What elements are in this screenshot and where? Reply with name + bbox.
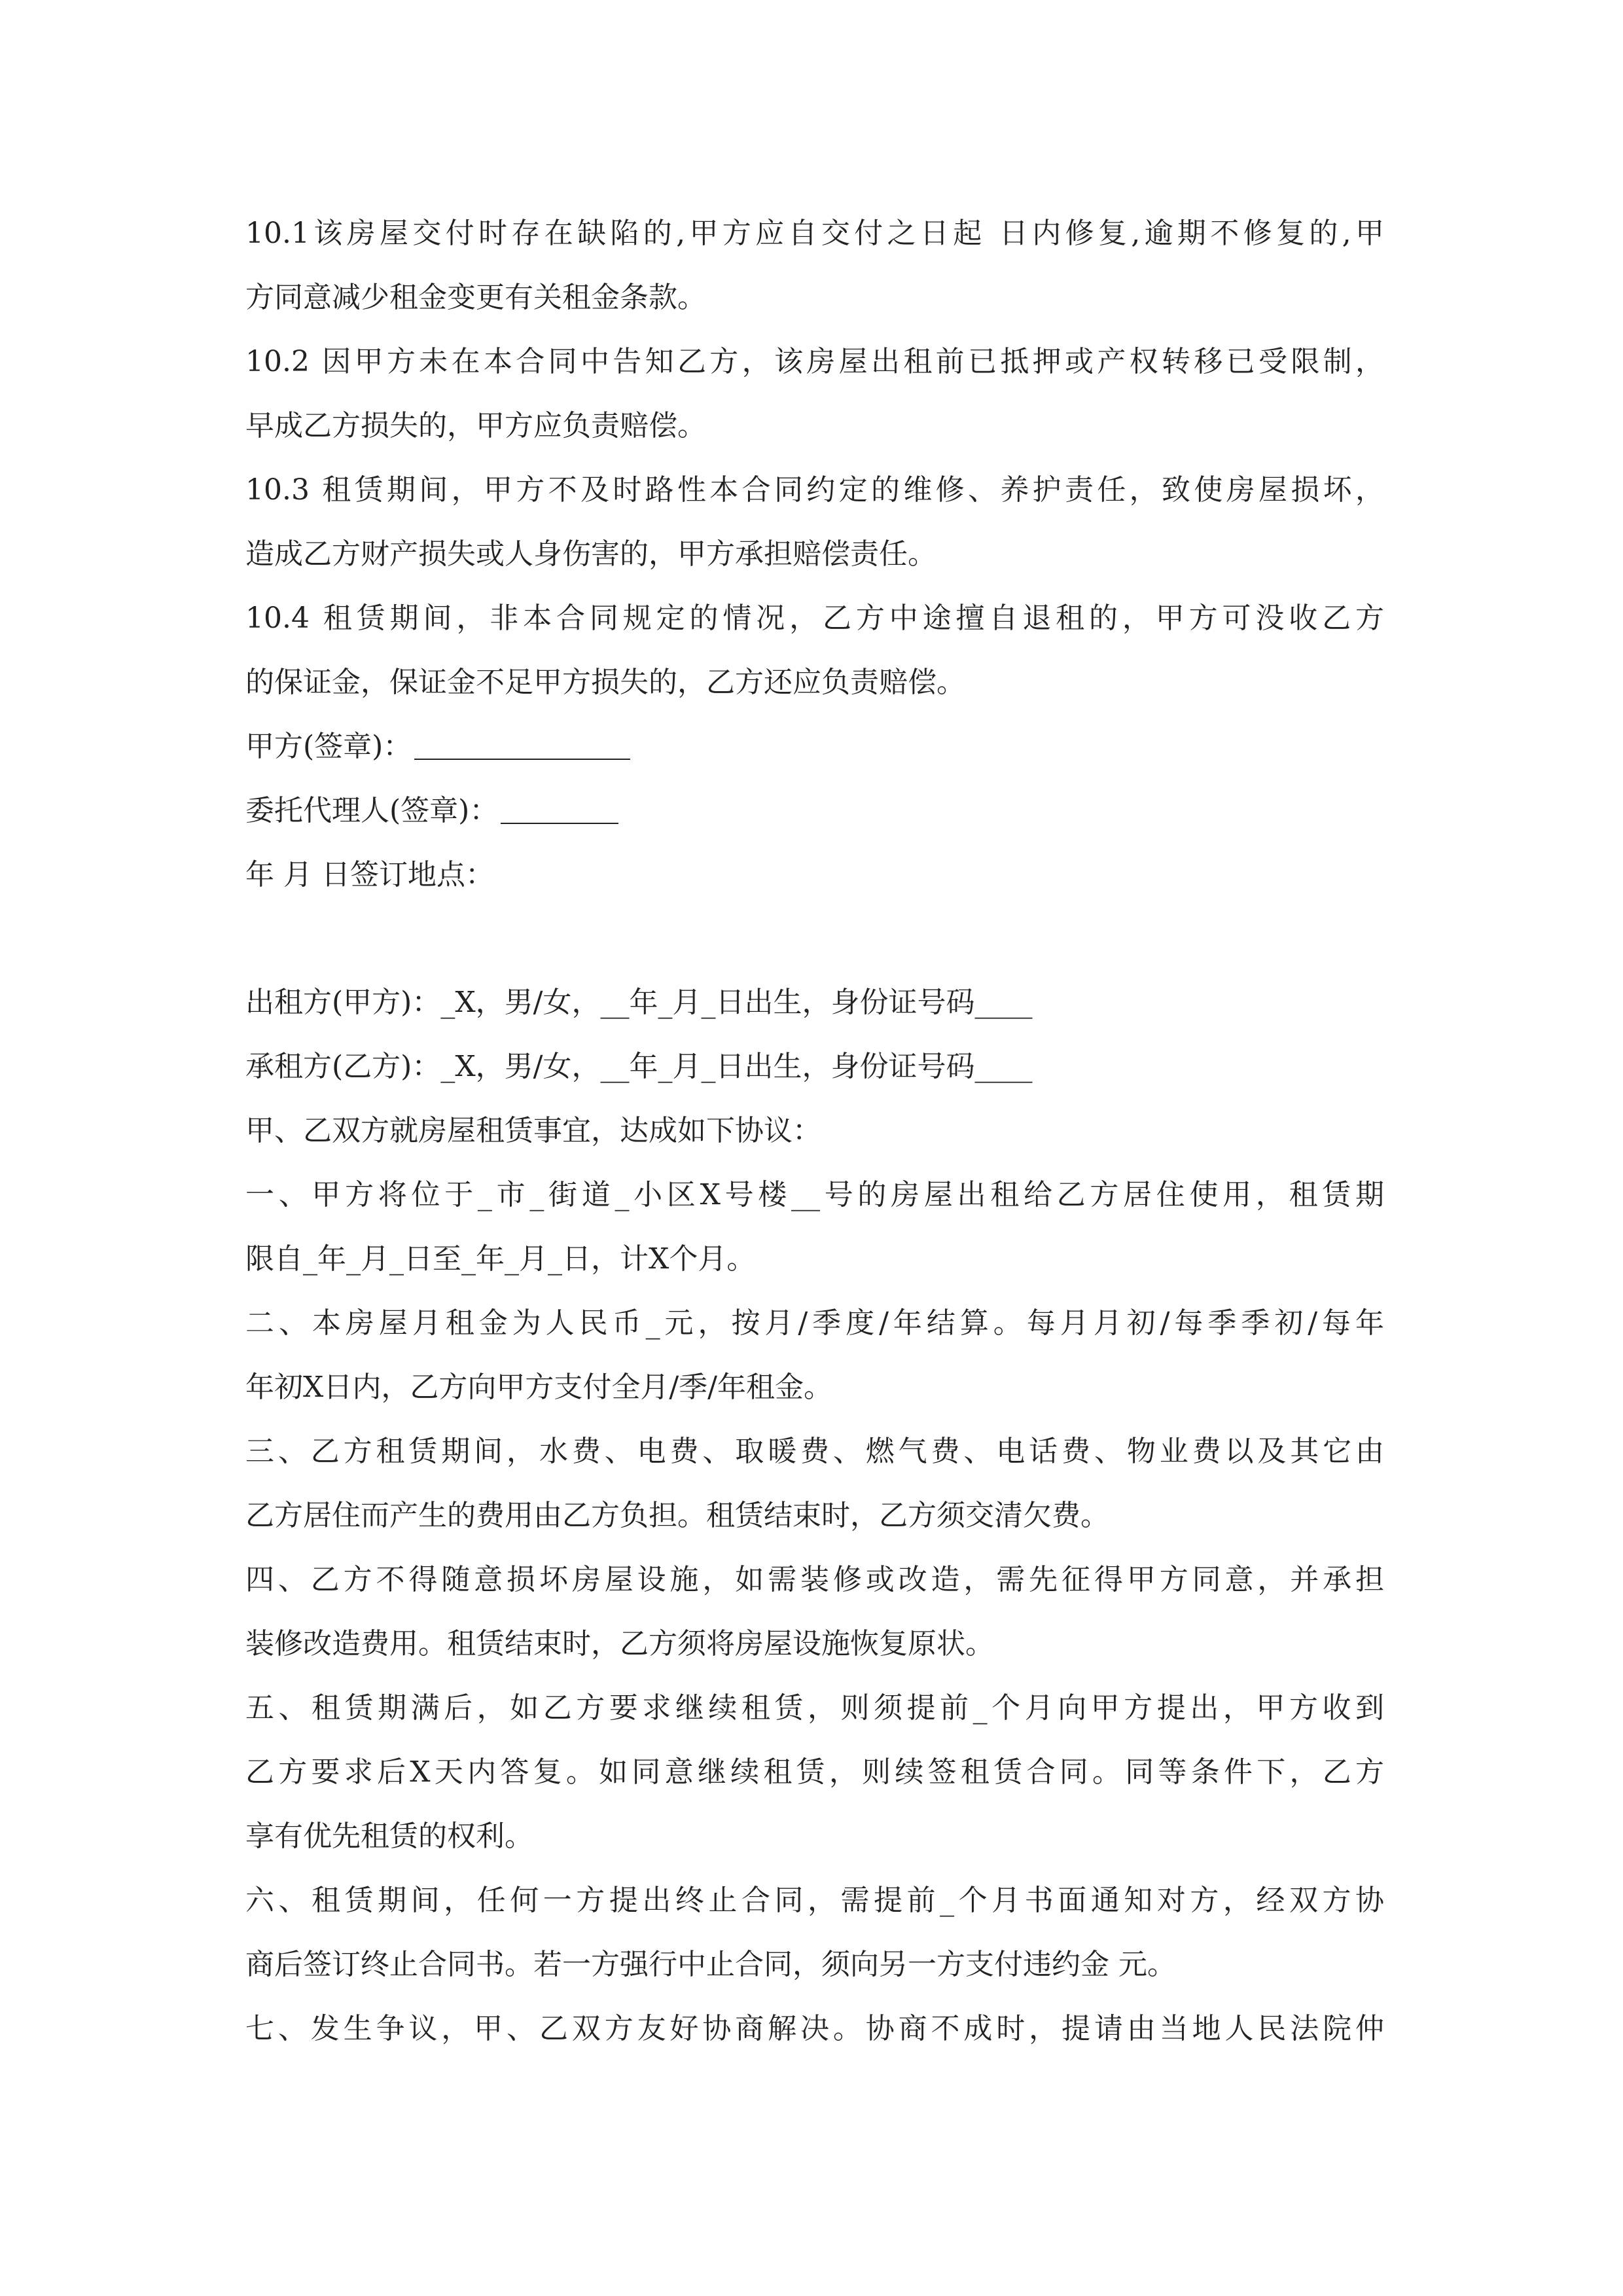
article-7-line-1: 七、发生争议，甲、乙双方友好协商解决。协商不成时，提请由当地人民法院仲 — [245, 2012, 1384, 2045]
party-a-signature-line — [245, 715, 1384, 779]
agent-signature-line — [245, 779, 1384, 843]
article-2-line-1: 二、本房屋月租金为人民币_元，按月/季度/年结算。每月月初/每季季初/每年 — [245, 1306, 1384, 1340]
agreement-intro-line: 甲、乙双方就房屋租赁事宜，达成如下协议： — [245, 1114, 821, 1147]
article-5-line-1: 五、租赁期满后，如乙方要求继续租赁，则须提前_个月向甲方提出，甲方收到 — [245, 1691, 1384, 1725]
section-gap — [245, 907, 1384, 971]
clause-10-3-line-2: 造成乙方财产损失或人身伤害的，甲方承担赔偿责任。 — [245, 537, 936, 571]
document-body — [245, 202, 1384, 2061]
clause-10-4-line-1: 10.4 租赁期间，非本合同规定的情况，乙方中途擅自退租的，甲方可没收乙方 — [245, 601, 1384, 635]
party-a-signature-blank — [414, 730, 630, 760]
article-5-line-2: 乙方要求后X天内答复。如同意继续租赁，则续签租赁合同。同等条件下，乙方 — [245, 1755, 1384, 1789]
lessor-info-line: 出租方(甲方)：_X，男/女，__年_月_日出生，身份证号码____ — [245, 986, 1033, 1019]
agent-signature-label: 委托代理人(签章)： — [245, 794, 499, 827]
article-1-line-1: 一、甲方将位于_市_街道_小区X号楼__号的房屋出租给乙方居住使用，租赁期 — [245, 1178, 1384, 1211]
clause-10-3-line-1: 10.3 租赁期间，甲方不及时路性本合同约定的维修、养护责任，致使房屋损坏， — [245, 473, 1384, 507]
agent-signature-blank — [501, 794, 618, 824]
clause-10-1-line-2: 方同意减少租金变更有关租金条款。 — [245, 281, 706, 314]
clause-10-2-line-2: 早成乙方损失的，甲方应负责赔偿。 — [245, 409, 706, 442]
article-3-line-2: 乙方居住而产生的费用由乙方负担。租赁结束时，乙方须交清欠费。 — [245, 1499, 1109, 1532]
party-a-signature-label: 甲方(签章)： — [245, 730, 412, 763]
clause-10-1-line-1: 10.1该房屋交付时存在缺陷的,甲方应自交付之日起 日内修复,逾期不修复的,甲 — [245, 217, 1384, 250]
date-place-line: 年 月 日签订地点： — [245, 858, 494, 891]
article-1-line-2: 限自_年_月_日至_年_月_日，计X个月。 — [245, 1242, 756, 1276]
article-2-line-2: 年初X日内，乙方向甲方支付全月/季/年租金。 — [245, 1371, 832, 1404]
clause-10-4-line-2: 的保证金，保证金不足甲方损失的，乙方还应负责赔偿。 — [245, 666, 965, 699]
article-6-line-2: 商后签订终止合同书。若一方强行中止合同，须向另一方支付违约金 元。 — [245, 1948, 1176, 1981]
article-4-line-1: 四、乙方不得随意损坏房屋设施，如需装修或改造，需先征得甲方同意，并承担 — [245, 1563, 1384, 1596]
article-5-line-3: 享有优先租赁的权利。 — [245, 1820, 533, 1853]
lessee-info-line: 承租方(乙方)：_X，男/女，__年_月_日出生，身份证号码____ — [245, 1050, 1033, 1083]
article-3-line-1: 三、乙方租赁期间，水费、电费、取暖费、燃气费、电话费、物业费以及其它由 — [245, 1435, 1384, 1468]
article-4-line-2: 装修改造费用。租赁结束时，乙方须将房屋设施恢复原状。 — [245, 1627, 994, 1660]
clause-10-2-line-1: 10.2 因甲方未在本合同中告知乙方，该房屋出租前已抵押或产权转移已受限制， — [245, 345, 1384, 378]
article-6-line-1: 六、租赁期间，任何一方提出终止合同，需提前_个月书面通知对方，经双方协 — [245, 1884, 1384, 1917]
